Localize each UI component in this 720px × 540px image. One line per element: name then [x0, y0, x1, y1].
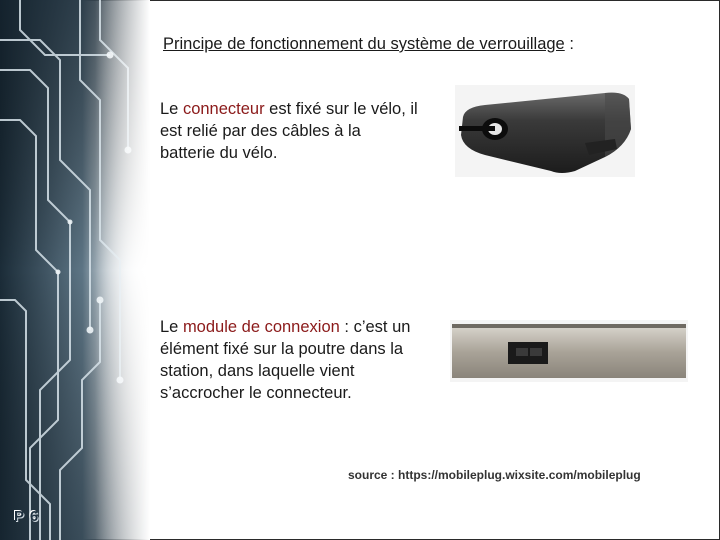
module-description — [160, 316, 420, 404]
connector-description-prefix: Le — [160, 100, 183, 118]
module-description-text: : c’est un élément fixé sur la poutre dans la station, dans laquelle vient s’accrocher le connecteur. — [160, 318, 411, 402]
connector-description — [160, 98, 420, 164]
slide-title — [163, 34, 703, 54]
module-term: module de connexion — [182, 318, 340, 336]
module-description-prefix: Le — [160, 318, 183, 336]
connector-photo — [455, 85, 635, 177]
slide-title-text: Principe de fonctionnement du système de verrouillage — [163, 35, 565, 53]
page-number: P 6 — [14, 508, 40, 525]
connection-module-photo — [450, 320, 688, 382]
source-caption: source : https://mobileplug.wixsite.com/mobileplug — [348, 468, 641, 482]
connector-description-text: est fixé sur le vélo, il est relié par des câbles à la batterie du vélo. — [160, 100, 418, 162]
slide-title-suffix: : — [564, 35, 574, 53]
circuit-background-image — [0, 0, 150, 540]
connector-term: connecteur — [182, 100, 265, 118]
